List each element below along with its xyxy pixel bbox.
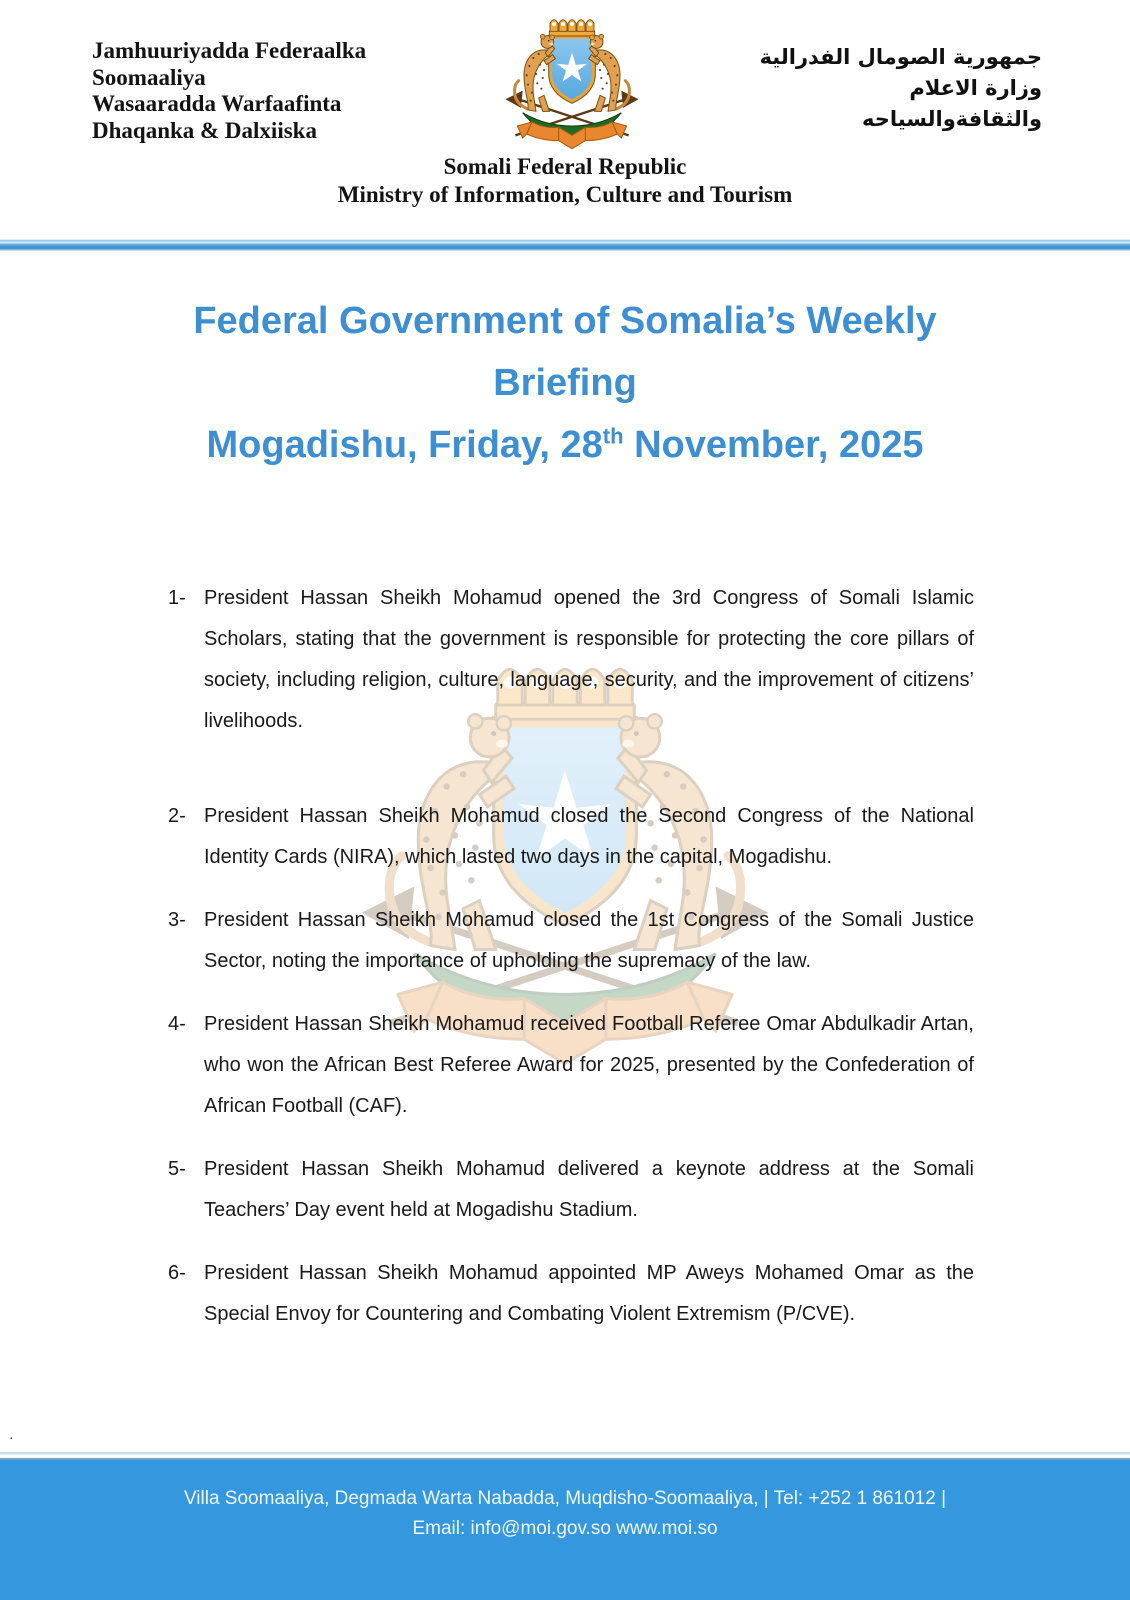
header-line: Jamhuuriyadda Federaalka xyxy=(92,38,367,63)
ministry-name-arabic xyxy=(760,42,1042,135)
footer-contact-band xyxy=(0,1460,1130,1600)
footer-address-line: Villa Soomaaliya, Degmada Warta Nabadda, Muqdisho-Soomaaliya, | Tel: +252 1 861012 | xyxy=(183,1488,947,1509)
org-line: Ministry of Information, Culture and Tourism xyxy=(337,182,793,207)
list-item xyxy=(168,578,974,742)
list-item xyxy=(168,1004,974,1127)
item-number: 6- xyxy=(168,1262,186,1284)
item-number: 5- xyxy=(168,1158,186,1180)
footer xyxy=(0,1452,1130,1600)
header-line: Soomaaliya xyxy=(92,64,206,90)
item-text: President Hassan Sheikh Mohamud received Football Referee Omar Abdulkadir Artan, who won the African Best Referee Award for 2025, presented by the Confederation of African Football (CAF). xyxy=(204,1013,974,1117)
header-line-arabic: جمهورية الصومال الفدرالية xyxy=(759,45,1042,69)
item-text: President Hassan Sheikh Mohamud opened the 3rd Congress of Somali Islamic Scholars, stating that the government is responsible for protecting the core pillars of society, including religion, culture, language, security, and the improvement of citizens’ livelihoods. xyxy=(204,587,974,732)
date-text: Mogadishu, Friday, 28 xyxy=(206,424,603,466)
list-item xyxy=(168,1149,974,1231)
list-item xyxy=(168,900,974,982)
ministry-name-somali xyxy=(92,38,366,144)
document-title xyxy=(60,290,1070,476)
somalia-coat-of-arms-icon xyxy=(485,14,659,154)
stray-period-mark: . xyxy=(9,1426,14,1443)
item-text: President Hassan Sheikh Mohamud closed the 1st Congress of the Somali Justice Sector, noting the importance of upholding the supremacy of the law. xyxy=(204,909,974,972)
briefing-items-list xyxy=(168,578,974,1357)
title-date-line xyxy=(60,414,1070,476)
footer-email-line: Email: info@moi.gov.so www.moi.so xyxy=(412,1518,718,1539)
title-line-1: Federal Government of Somalia’s Weekly xyxy=(193,300,937,342)
header-line-arabic: وزارة الاعلام xyxy=(909,76,1042,100)
item-number: 2- xyxy=(168,805,186,827)
item-text: President Hassan Sheikh Mohamud closed the Second Congress of the National Identity Cards (NIRA), which lasted two days in the capital, Mogadishu. xyxy=(204,805,974,868)
header-line: Wasaaradda Warfaafinta xyxy=(92,91,342,116)
list-item xyxy=(168,796,974,878)
org-line: Somali Federal Republic xyxy=(443,154,687,179)
item-text: President Hassan Sheikh Mohamud appointed MP Aweys Mohamed Omar as the Special Envoy for Countering and Combating Violent Extremism (P/CVE). xyxy=(204,1262,974,1325)
date-text: November, 2025 xyxy=(623,424,924,466)
title-line-2: Briefing xyxy=(493,362,637,404)
header-divider-rule xyxy=(0,239,1130,251)
item-number: 3- xyxy=(168,909,186,931)
footer-accent-rule xyxy=(0,1452,1130,1460)
header-line: Dhaqanka & Dalxiiska xyxy=(92,117,317,143)
item-number: 4- xyxy=(168,1013,186,1035)
header-line-arabic: والثقافةوالسياحه xyxy=(861,107,1042,131)
item-number: 1- xyxy=(168,587,186,609)
date-ordinal-superscript: th xyxy=(602,423,624,449)
list-item xyxy=(168,1253,974,1335)
item-text: President Hassan Sheikh Mohamud delivered a keynote address at the Somali Teachers’ Day event held at Mogadishu Stadium. xyxy=(204,1158,974,1221)
ministry-name-english xyxy=(0,153,1130,209)
